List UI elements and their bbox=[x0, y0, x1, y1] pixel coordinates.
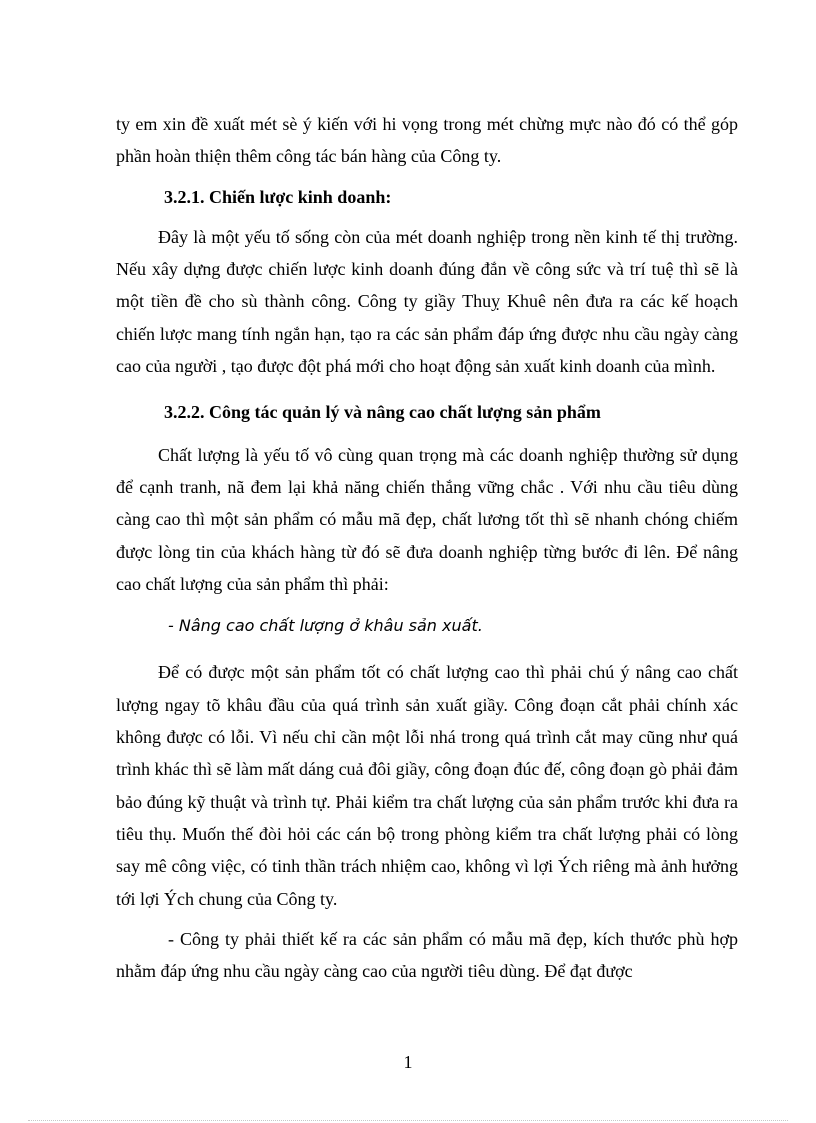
page-body bbox=[116, 108, 738, 987]
section-heading-3-2-1: 3.2.1. Chiến lược kinh doanh: bbox=[164, 186, 392, 207]
strategy-paragraph: Đây là một yếu tố sống còn của mét doanh nghiệp trong nền kinh tế thị trường. Nếu xây dựng được chiến lược kinh doanh đúng đắn về công sức và trí tuệ thì sẽ là một tiền đề cho sù thành công. Công ty giầy Thuỵ Khuê nên đưa ra các kế hoạch chiến lược mang tính ngắn hạn, tạo ra các sản phẩm đáp ứng được nhu cầu ngày càng cao của người , tạo được đột phá mới cho hoạt động sản xuất kinh doanh của mình. bbox=[116, 226, 738, 377]
page-number: 1 bbox=[403, 1052, 413, 1072]
production-paragraph: Để có được một sản phẩm tốt có chất lượng cao thì phải chú ý nâng cao chất lượng ngay tõ khâu đầu của quá trình sản xuất giầy. Công đoạn cắt phải chính xác không được có lỗi. Vì nếu chỉ cần một lỗi nhá trong quá trình cắt may cũng như quá trình khác thì sẽ làm mất dáng cuả đôi giầy, công đoạn đúc đế, công đoạn gò phải đảm bảo đúng kỹ thuật và trình tự. Phải kiểm tra chất lượng của sản phẩm trước khi đưa ra tiêu thụ. Muốn thế đòi hỏi các cán bộ trong phòng kiểm tra chất lượng phải có lòng say mê công việc, có tinh thần trách nhiệm cao, không vì lợi Ých riêng mà ảnh hưởng tới lợi Ých chung của Công ty. bbox=[116, 662, 738, 909]
quality-paragraph: Chất lượng là yếu tố vô cùng quan trọng mà các doanh nghiệp thường sử dụng để cạnh tranh, nã đem lại khả năng chiến thắng vững chắc . Với nhu cầu tiêu dùng càng cao thì một sản phẩm có mẫu mã đẹp, chất lương tốt thì sẽ nhanh chóng chiếm được lòng tin của khách hàng từ đó sẽ đưa doanh nghiệp từng bước đi lên. Để nâng cao chất lượng của sản phẩm thì phải: bbox=[116, 444, 738, 594]
intro-paragraph: ty em xin đề xuất mét sè ý kiến với hi vọng trong mét chừng mực nào đó có thể góp phần hoàn thiện thêm công tác bán hàng của Công ty. bbox=[116, 114, 738, 167]
section-heading-3-2-2: 3.2.2. Công tác quản lý và nâng cao chất lượng sản phẩm bbox=[164, 402, 601, 423]
page-bottom-divider bbox=[28, 1120, 788, 1121]
design-paragraph: - Công ty phải thiết kế ra các sản phẩm có mẫu mã đẹp, kích thước phù hợp nhằm đáp ứng nhu cầu ngày càng cao của người tiêu dùng. Để đạt được bbox=[116, 928, 738, 982]
subpoint-production-quality: - Nâng cao chất lượng ở khâu sản xuất. bbox=[168, 616, 483, 636]
